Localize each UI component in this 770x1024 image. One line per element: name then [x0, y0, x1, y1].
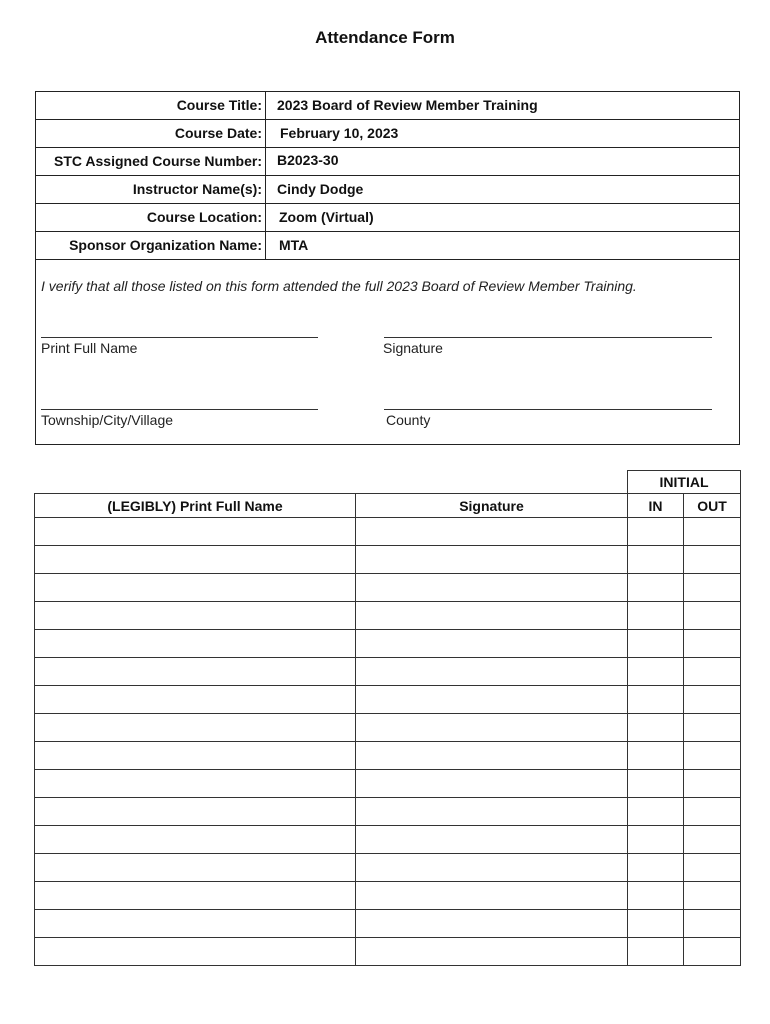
course-location-value[interactable]: Zoom (Virtual)	[279, 209, 374, 225]
course-date-value[interactable]: February 10, 2023	[280, 125, 399, 141]
name-cell[interactable]	[35, 714, 356, 742]
out-initial-cell[interactable]	[684, 910, 741, 938]
name-column-header: (LEGIBLY) Print Full Name	[35, 494, 356, 518]
out-initial-cell[interactable]	[684, 602, 741, 630]
name-cell[interactable]	[35, 798, 356, 826]
name-cell[interactable]	[35, 854, 356, 882]
signature-cell[interactable]	[356, 798, 628, 826]
in-initial-cell[interactable]	[628, 938, 684, 966]
course-number-label: STC Assigned Course Number:	[36, 148, 266, 175]
signature-cell[interactable]	[356, 882, 628, 910]
signature-label: Signature	[383, 340, 443, 356]
signature-cell[interactable]	[356, 686, 628, 714]
table-row	[35, 770, 741, 798]
attendance-table	[34, 470, 741, 966]
table-row	[35, 602, 741, 630]
name-cell[interactable]	[35, 518, 356, 546]
out-initial-cell[interactable]	[684, 686, 741, 714]
out-initial-cell[interactable]	[684, 714, 741, 742]
township-label: Township/City/Village	[41, 412, 174, 428]
signature-cell[interactable]	[356, 658, 628, 686]
attendance-table-body	[35, 518, 741, 966]
out-initial-cell[interactable]	[684, 938, 741, 966]
table-row	[35, 854, 741, 882]
signature-cell[interactable]	[356, 854, 628, 882]
table-row	[35, 686, 741, 714]
out-initial-cell[interactable]	[684, 854, 741, 882]
name-cell[interactable]	[35, 686, 356, 714]
name-cell[interactable]	[35, 826, 356, 854]
course-date-row	[36, 120, 739, 148]
signature-cell[interactable]	[356, 630, 628, 658]
out-initial-cell[interactable]	[684, 518, 741, 546]
in-initial-cell[interactable]	[628, 854, 684, 882]
in-initial-cell[interactable]	[628, 714, 684, 742]
signature-cell[interactable]	[356, 742, 628, 770]
in-initial-cell[interactable]	[628, 742, 684, 770]
in-initial-cell[interactable]	[628, 546, 684, 574]
course-location-label: Course Location:	[36, 204, 266, 231]
in-initial-cell[interactable]	[628, 910, 684, 938]
table-row	[35, 658, 741, 686]
signature-cell[interactable]	[356, 602, 628, 630]
signature-cell[interactable]	[356, 938, 628, 966]
out-initial-cell[interactable]	[684, 770, 741, 798]
header-spacer	[35, 471, 356, 494]
out-initial-cell[interactable]	[684, 742, 741, 770]
instructor-value[interactable]: Cindy Dodge	[277, 181, 364, 197]
in-column-header: IN	[628, 494, 684, 518]
in-initial-cell[interactable]	[628, 630, 684, 658]
instructor-row	[36, 176, 739, 204]
initial-header: INITIAL	[628, 471, 741, 494]
print-name-label: Print Full Name	[41, 340, 138, 356]
course-location-row	[36, 204, 739, 232]
in-initial-cell[interactable]	[628, 602, 684, 630]
in-initial-cell[interactable]	[628, 882, 684, 910]
sponsor-value[interactable]: MTA	[279, 237, 309, 253]
course-title-row	[36, 92, 739, 120]
signature-line[interactable]	[384, 337, 712, 338]
table-row	[35, 882, 741, 910]
name-cell[interactable]	[35, 546, 356, 574]
signature-column-header: Signature	[356, 494, 628, 518]
table-row	[35, 938, 741, 966]
table-row	[35, 630, 741, 658]
in-initial-cell[interactable]	[628, 518, 684, 546]
name-cell[interactable]	[35, 770, 356, 798]
county-label: County	[386, 412, 431, 428]
print-name-line[interactable]	[41, 337, 318, 338]
name-cell[interactable]	[35, 742, 356, 770]
in-initial-cell[interactable]	[628, 658, 684, 686]
page-title: Attendance Form	[315, 28, 455, 47]
out-initial-cell[interactable]	[684, 798, 741, 826]
verification-statement: I verify that all those listed on this form attended the full 2023 Board of Review Member Training.	[41, 278, 637, 294]
course-info-box	[35, 91, 740, 445]
table-row	[35, 714, 741, 742]
table-row	[35, 826, 741, 854]
out-initial-cell[interactable]	[684, 574, 741, 602]
table-row	[35, 574, 741, 602]
signature-cell[interactable]	[356, 714, 628, 742]
table-row	[35, 518, 741, 546]
table-row	[35, 798, 741, 826]
course-number-row	[36, 148, 739, 176]
course-number-value[interactable]: B2023-30	[277, 152, 339, 168]
table-row	[35, 546, 741, 574]
out-initial-cell[interactable]	[684, 546, 741, 574]
name-cell[interactable]	[35, 602, 356, 630]
out-column-header: OUT	[684, 494, 741, 518]
signature-cell[interactable]	[356, 574, 628, 602]
course-title-value[interactable]: 2023 Board of Review Member Training	[277, 97, 538, 113]
in-initial-cell[interactable]	[628, 770, 684, 798]
name-cell[interactable]	[35, 882, 356, 910]
out-initial-cell[interactable]	[684, 826, 741, 854]
sponsor-row	[36, 232, 739, 260]
table-row	[35, 910, 741, 938]
signature-cell[interactable]	[356, 826, 628, 854]
out-initial-cell[interactable]	[684, 658, 741, 686]
signature-cell[interactable]	[356, 770, 628, 798]
sponsor-label: Sponsor Organization Name:	[36, 232, 266, 259]
in-initial-cell[interactable]	[628, 826, 684, 854]
name-cell[interactable]	[35, 938, 356, 966]
out-initial-cell[interactable]	[684, 882, 741, 910]
table-row	[35, 742, 741, 770]
course-title-label: Course Title:	[36, 92, 266, 119]
signature-cell[interactable]	[356, 518, 628, 546]
out-initial-cell[interactable]	[684, 630, 741, 658]
township-line[interactable]	[41, 409, 318, 410]
instructor-label: Instructor Name(s):	[36, 176, 266, 203]
header-spacer	[356, 471, 628, 494]
name-cell[interactable]	[35, 910, 356, 938]
course-date-label: Course Date:	[36, 120, 266, 147]
signature-cell[interactable]	[356, 910, 628, 938]
in-initial-cell[interactable]	[628, 798, 684, 826]
name-cell[interactable]	[35, 574, 356, 602]
name-cell[interactable]	[35, 658, 356, 686]
name-cell[interactable]	[35, 630, 356, 658]
county-line[interactable]	[384, 409, 712, 410]
signature-cell[interactable]	[356, 546, 628, 574]
in-initial-cell[interactable]	[628, 686, 684, 714]
in-initial-cell[interactable]	[628, 574, 684, 602]
